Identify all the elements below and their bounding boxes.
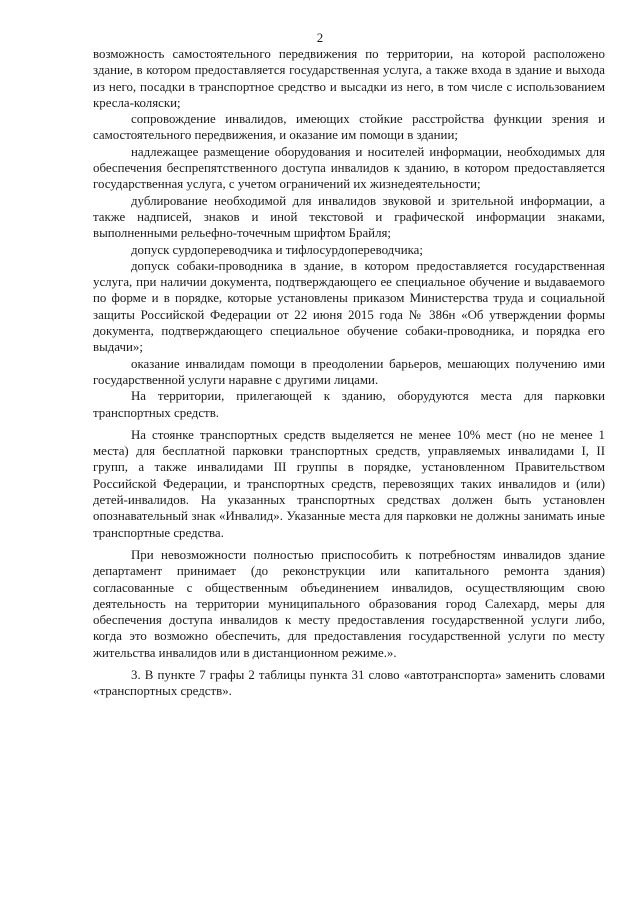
document-body: [93, 46, 605, 700]
page-number: 2: [316, 31, 324, 45]
paragraph: 3. В пункте 7 графы 2 таблицы пункта 31 слово «автотранспорта» заменить словами «транспортных средств».: [93, 667, 605, 699]
paragraph: оказание инвалидам помощи в преодолении барьеров, мешающих получению ими государственной услуги наравне с другими лицами.: [93, 356, 605, 387]
paragraph: допуск собаки-проводника в здание, в котором предоставляется государственная услуга, при наличии документа, подтверждающего ее специальное обучение и выдаваемого по форме и в порядке, которые установлены приказом Министерства труда и социальной защиты Российской Федерации от 22 июня 2015 года № 386н «Об утверждении формы документа, подтверждающего специальное обучение собаки-проводника, и порядка его выдачи»;: [93, 258, 605, 355]
paragraph: На стоянке транспортных средств выделяется не менее 10% мест (но не менее 1 места) для бесплатной парковки транспортных средств, управляемых инвалидами I, II групп, а также инвалидами III группы в порядке, установленном Правительством Российской Федерации, и транспортных средств, перевозящих таких инвалидов и (или) детей-инвалидов. На указанных транспортных средствах должен быть установлен опознавательный знак «Инвалид». Указанные места для парковки не должны занимать иные транспортные средства.: [93, 427, 605, 540]
paragraph: При невозможности полностью приспособить к потребностям инвалидов здание департамент принимает (до реконструкции или капитального ремонта здания) согласованные с общественным объединением инвалидов, осуществляющим свою деятельность на территории муниципального образования город Салехард, меры для обеспечения доступа инвалидов к месту предоставления государственной услуги либо, когда это возможно обеспечить, для предоставления государственной услуги по месту жительства инвалидов или в дистанционном режиме.».: [93, 547, 605, 660]
paragraph: дублирование необходимой для инвалидов звуковой и зрительной информации, а также надписей, знаков и иной текстовой и графической информации знаками, выполненными рельефно-точечным шрифтом Брайля;: [93, 193, 605, 241]
paragraph: допуск сурдопереводчика и тифлосурдопереводчика;: [131, 242, 423, 257]
paragraph: На территории, прилегающей к зданию, оборудуются места для парковки транспортных средств.: [93, 389, 605, 420]
paragraph: надлежащее размещение оборудования и носителей информации, необходимых для обеспечения беспрепятственного доступа инвалидов к зданию, в котором предоставляется государственная услуга, с учетом ограничений их жизнедеятельности;: [93, 144, 605, 192]
paragraph: возможность самостоятельного передвижения по территории, на которой расположено здание, в котором предоставляется государственная услуга, а также входа в здание и выхода из него, посадки в транспортное средство и высадки из него, в том числе с использованием кресла-коляски;: [93, 47, 605, 110]
paragraph: сопровождение инвалидов, имеющих стойкие расстройства функции зрения и самостоятельного передвижения, и оказание им помощи в здании;: [93, 112, 605, 143]
